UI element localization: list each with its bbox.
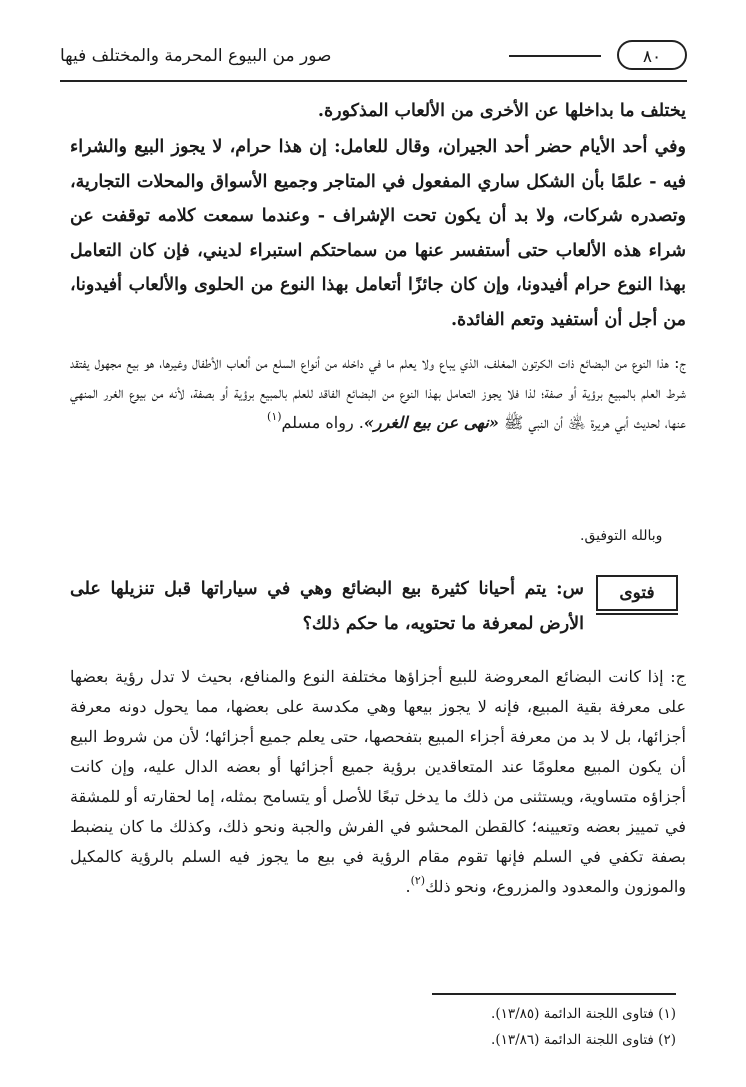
answer-paragraph	[70, 348, 686, 440]
fatwa-label: فتوى	[619, 583, 655, 603]
header-divider	[60, 80, 687, 82]
answer-2-text: ج: إذا كانت البضائع المعروضة للبيع أجزاؤها مختلفة النوع والمنافع، بحيث لا تدل رؤية بعضها على معرفة بقية المبيع، فإنه لا يجوز بيعها وهي مكدسة على بعضها، مما يحول دونه معرفة أجزائها، بل لا بد من معرفة أجزاء المبيع بتفحصها، حتى يعلم جميع أجزائها؛ لأن من شروط البيع أن يكون المبيع معلومًا عند المتعاقدين برؤية جميع أجزائها أو بعضه الدال عليه، وإن كانت أجزاؤه متساوية، ويستثنى من ذلك ما يدخل تبعًا للأصل أو يتسامح بمثله، إما لحقارته أو للمشقة في تمييز بعضه وتعيينه؛ كالقطن المحشو في الفرش والجبة ونحو ذلك، وكذلك ما كان ينضبط بصفة تكفي في السلم فإنها تقوم مقام الرؤية في بيع ما يجوز فيه السلم بالرؤية كالمكيل والموزون والمعدود والمزروع، ونحو ذلك	[70, 667, 686, 896]
answer-text: ج: هذا النوع من البضائع ذات الكرتون المغلف، الذي يباع ولا يعلم ما في داخله من أنواع السلع من ألعاب الأطفال وغيرها، هو بيع مجهول يفتقد شرط العلم بالمبيع برؤية أو صفة؛ لذا فلا يجوز التعامل بهذا النوع من البضائع الفاقد للعلم بالمبيع برؤية أو بصفة، لأنه من بيوع الغرر المنهي عنها، لحديث أبي هريرة ﵁ أن النبي ﷺ	[70, 353, 686, 432]
answer-source: . رواه مسلم	[281, 413, 364, 432]
intro-line: يختلف ما بداخلها عن الأخرى من الألعاب المذكورة.	[317, 101, 686, 121]
hadith-quote: «نهى عن بيع الغرر»	[363, 413, 499, 432]
footnote-separator	[432, 993, 676, 995]
answer-2-end: .	[405, 877, 411, 896]
footnote-marker-2: (٢)	[410, 874, 426, 887]
footnote-1: (١) فتاوى اللجنة الدائمة (١٣/٨٥).	[491, 1006, 676, 1022]
page-header	[60, 36, 687, 80]
footnote-2: (٢) فتاوى اللجنة الدائمة (١٣/٨٦).	[491, 1032, 676, 1048]
page-number: ٨٠	[642, 47, 662, 67]
footnote-marker-1: (١)	[267, 410, 282, 423]
header-rule	[509, 55, 601, 57]
page-number-badge	[617, 40, 687, 70]
answer-2	[70, 662, 686, 904]
running-title: صور من البيوع المحرمة والمختلف فيها	[60, 46, 332, 66]
fatwa-label-box	[596, 575, 678, 611]
question-2: س: يتم أحيانا كثيرة بيع البضائع وهي في سياراتها قبل تنزيلها على الأرض لمعرفة ما تحتويه، ما حكم ذلك؟	[70, 579, 584, 634]
closing-phrase: وبالله التوفيق.	[580, 528, 663, 544]
question-paragraph: وفي أحد الأيام حضر أحد الجيران، وقال للعامل: إن هذا حرام، لا يجوز البيع والشراء فيه - علمًا بأن الشكل ساري المفعول في المتاجر وجميع الأسواق والمحلات التجارية، وتصدره شركات، ولا بد أن يكون تحت الإشراف - وعندما سمعت كلامه توقفت عن شراء هذه الألعاب حتى أستفسر عنها من سماحتكم استبراء لديني، فإن كان التعامل بهذا النوع حرام أفيدونا، وإن كان جائزًا أتعامل بهذا النوع من الحلوى والألعاب أفيدونا، من أجل أن أستفيد وتعم الفائدة.	[70, 137, 686, 330]
